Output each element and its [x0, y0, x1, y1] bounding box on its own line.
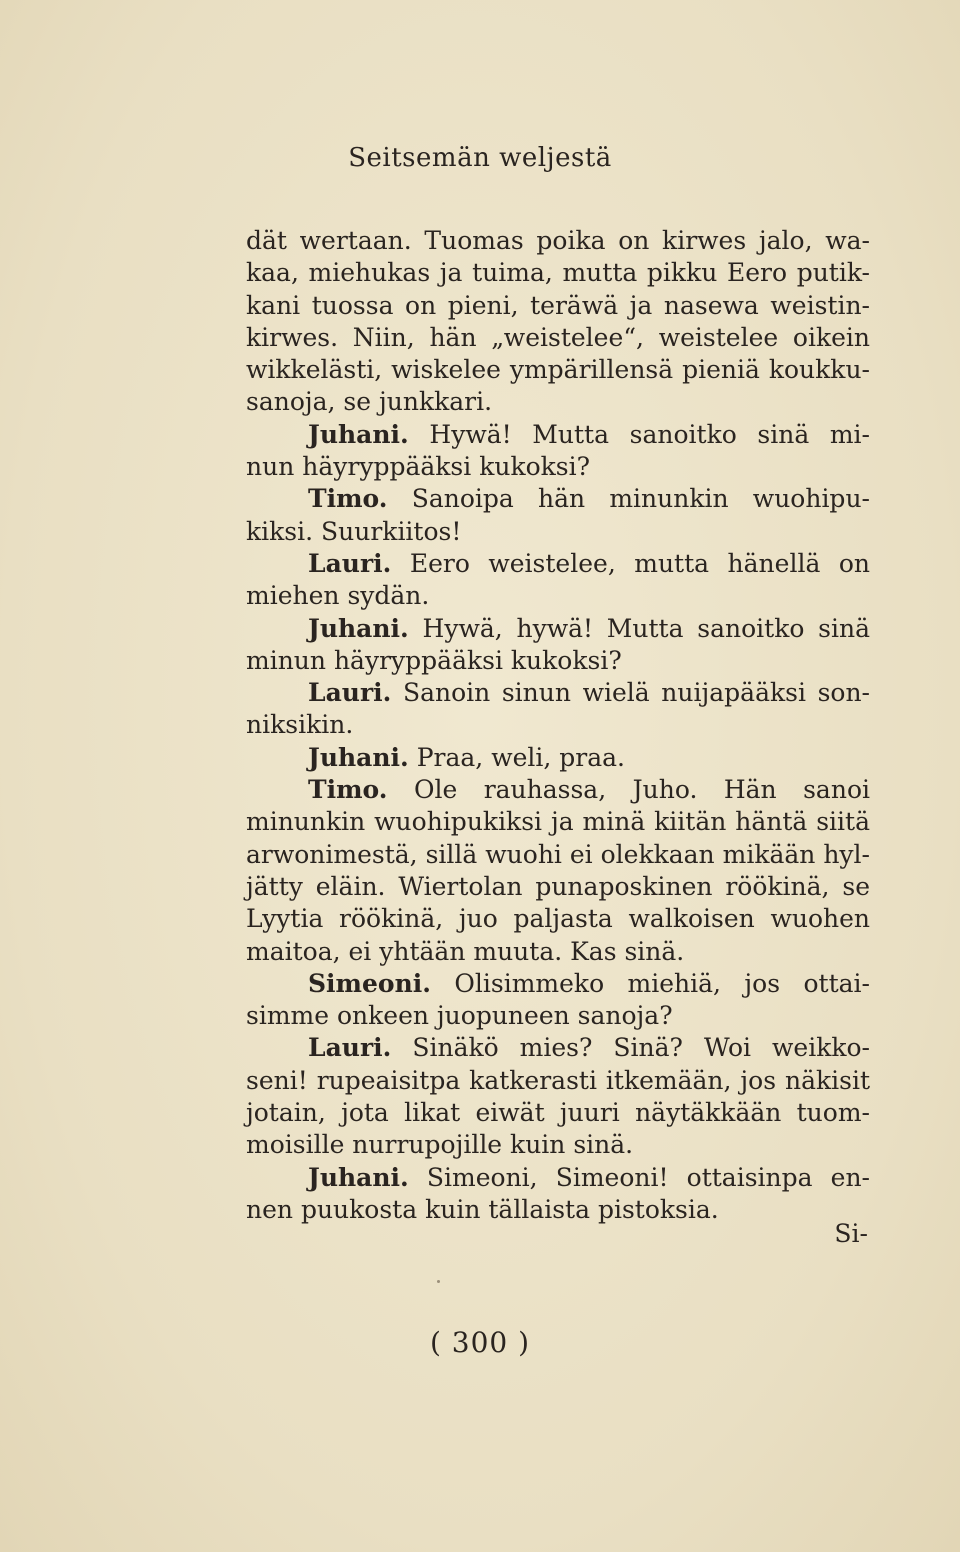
- text-line: [246, 451, 870, 483]
- text-line: [246, 257, 870, 289]
- line-text: maitoa, ei yhtään muuta. Kas sinä.: [246, 936, 685, 966]
- speaker-name: Lauri.: [308, 678, 392, 708]
- text-line: [246, 483, 870, 515]
- text-line: [246, 516, 870, 548]
- line-text: miehen sydän.: [246, 581, 430, 611]
- line-text: Sanoipa hän minunkin wuohipu-: [411, 484, 870, 514]
- line-text: moisille nurrupojille kuin sinä.: [246, 1130, 634, 1160]
- text-line: [246, 839, 870, 871]
- line-text: seni! rupeaisitpa katkerasti itkemään, jos näkisit: [246, 1065, 870, 1095]
- line-text: wikkelästi, wiskelee ympärillensä pieniä koukku-: [246, 355, 870, 385]
- line-text: minun häyryppääksi kukoksi?: [246, 645, 622, 675]
- line-text: Olisimmeko miehiä, jos ottai-: [454, 968, 870, 998]
- speaker-name: Lauri.: [308, 548, 392, 578]
- text-line: [246, 1129, 870, 1161]
- text-line: [246, 354, 870, 386]
- line-text: simme onkeen juopuneen sanoja?: [246, 1001, 673, 1031]
- line-text: Praa, weli, praa.: [416, 742, 625, 772]
- text-line: [246, 290, 870, 322]
- line-text: nen puukosta kuin tällaista pistoksia.: [246, 1194, 719, 1224]
- text-line: [246, 742, 870, 774]
- line-text: arwonimestä, sillä wuohi ei olekkaan mikään hyl-: [246, 839, 870, 869]
- line-text: jätty eläin. Wiertolan punaposkinen röökinä, se: [246, 871, 870, 901]
- line-text: Sanoin sinun wielä nuijapääksi son-: [402, 678, 870, 708]
- line-text: kaa, miehukas ja tuima, mutta pikku Eero putik-: [246, 258, 870, 288]
- line-text: Lyytia röökinä, juo paljasta walkoisen wuohen: [246, 904, 870, 934]
- running-head: Seitsemän weljestä: [348, 143, 612, 173]
- text-line: [246, 225, 870, 257]
- text-line: [246, 1097, 870, 1129]
- speaker-name: Lauri.: [308, 1033, 392, 1063]
- line-text: dät wertaan. Tuomas poika on kirwes jalo, wa-: [246, 226, 870, 255]
- speaker-name: Juhani.: [308, 613, 409, 643]
- line-text: nun häyryppääksi kukoksi?: [246, 452, 591, 482]
- text-line: [246, 645, 870, 677]
- text-line: [246, 419, 870, 451]
- text-line: [246, 322, 870, 354]
- text-line: [246, 871, 870, 903]
- text-line: [246, 936, 870, 968]
- line-text: niksikin.: [246, 710, 354, 740]
- line-text: Sinäkö mies? Sinä? Woi weikko-: [412, 1033, 870, 1063]
- text-line: [246, 968, 870, 1000]
- speaker-name: Juhani.: [308, 1162, 409, 1192]
- line-text: sanoja, se junkkari.: [246, 387, 493, 417]
- line-text: Ole rauhassa, Juho. Hän sanoi: [413, 775, 870, 805]
- text-line: [246, 613, 870, 645]
- line-text: kiksi. Suurkiitos!: [246, 516, 462, 546]
- text-line: [246, 806, 870, 838]
- text-line: [246, 386, 870, 418]
- line-text: Hywä! Mutta sanoitko sinä mi-: [429, 419, 870, 449]
- catchword: Si-: [834, 1219, 868, 1248]
- text-line: [246, 548, 870, 580]
- speaker-name: Timo.: [308, 484, 388, 514]
- page-number: ( 300 ): [429, 1326, 531, 1359]
- text-line: [246, 903, 870, 935]
- line-text: Hywä, hywä! Mutta sanoitko sinä: [422, 613, 870, 643]
- line-text: kirwes. Niin, hän „weistelee“, weistelee oikein: [246, 322, 870, 352]
- paper-speck: [437, 1280, 440, 1283]
- line-text: Simeoni, Simeoni! ottaisinpa en-: [426, 1162, 870, 1192]
- body-text: [246, 225, 870, 1226]
- speaker-name: Timo.: [308, 775, 388, 805]
- text-line: [246, 1032, 870, 1064]
- line-text: Eero weistelee, mutta hänellä on: [409, 548, 870, 578]
- text-line: [246, 1162, 870, 1194]
- text-line: [246, 677, 870, 709]
- line-text: jotain, jota likat eiwät juuri näytäkkään tuom-: [246, 1098, 870, 1128]
- text-line: [246, 774, 870, 806]
- text-line: [246, 709, 870, 741]
- text-line: [246, 1000, 870, 1032]
- text-line: [246, 1194, 870, 1226]
- text-line: [246, 1065, 870, 1097]
- line-text: minunkin wuohipukiksi ja minä kiitän häntä siitä: [246, 807, 870, 837]
- text-line: [246, 580, 870, 612]
- speaker-name: Juhani.: [308, 419, 409, 449]
- speaker-name: Simeoni.: [308, 968, 431, 998]
- line-text: kani tuossa on pieni, teräwä ja nasewa weistin-: [246, 290, 870, 320]
- speaker-name: Juhani.: [308, 742, 409, 772]
